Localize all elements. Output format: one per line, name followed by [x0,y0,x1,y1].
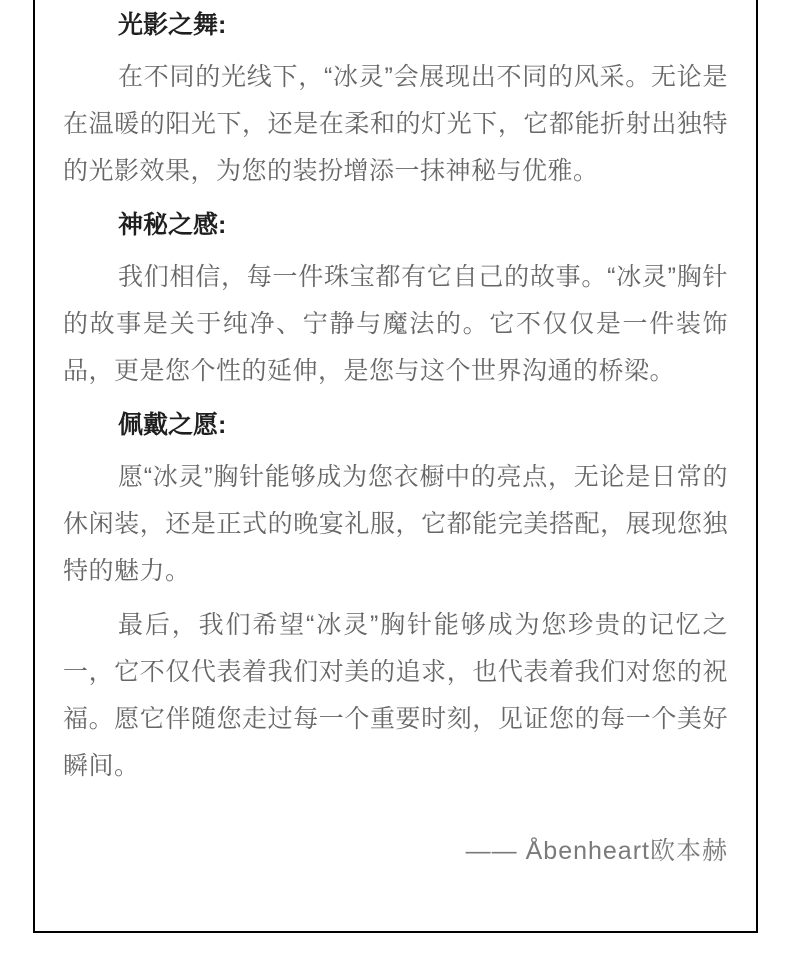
paragraph-closing-blessing: 最后，我们希望“冰灵”胸针能够成为您珍贵的记忆之一，它不仅代表着我们对美的追求，也代表着我们对您的祝福。愿它伴随您走过每一个重要时刻，见证您的每一个美好瞬间。 [63,611,728,780]
heading-sense-of-mystery: 神秘之感: [118,211,227,239]
paragraph-jewelry-story: 我们相信，每一件珠宝都有它自己的故事。“冰灵”胸针的故事是关于纯净、宁静与魔法的。它不仅仅是一件装饰品，更是您个性的延伸，是您与这个世界沟通的桥梁。 [63,263,728,385]
heading-light-and-shadow-dance: 光影之舞: [118,11,227,39]
paragraph-lighting-effects: 在不同的光线下，“冰灵”会展现出不同的风采。无论是在温暖的阳光下，还是在柔和的灯光下，它都能折射出独特的光影效果，为您的装扮增添一抹神秘与优雅。 [63,63,728,185]
paragraph-wardrobe-highlight: 愿“冰灵”胸针能够成为您衣橱中的亮点，无论是日常的休闲装，还是正式的晚宴礼服，它都能完美搭配，展现您独特的魅力。 [63,463,728,585]
product-description-card [33,0,758,933]
brand-signature: —— Åbenheart欧本赫 [465,837,728,865]
heading-wearing-wish: 佩戴之愿: [118,411,227,439]
